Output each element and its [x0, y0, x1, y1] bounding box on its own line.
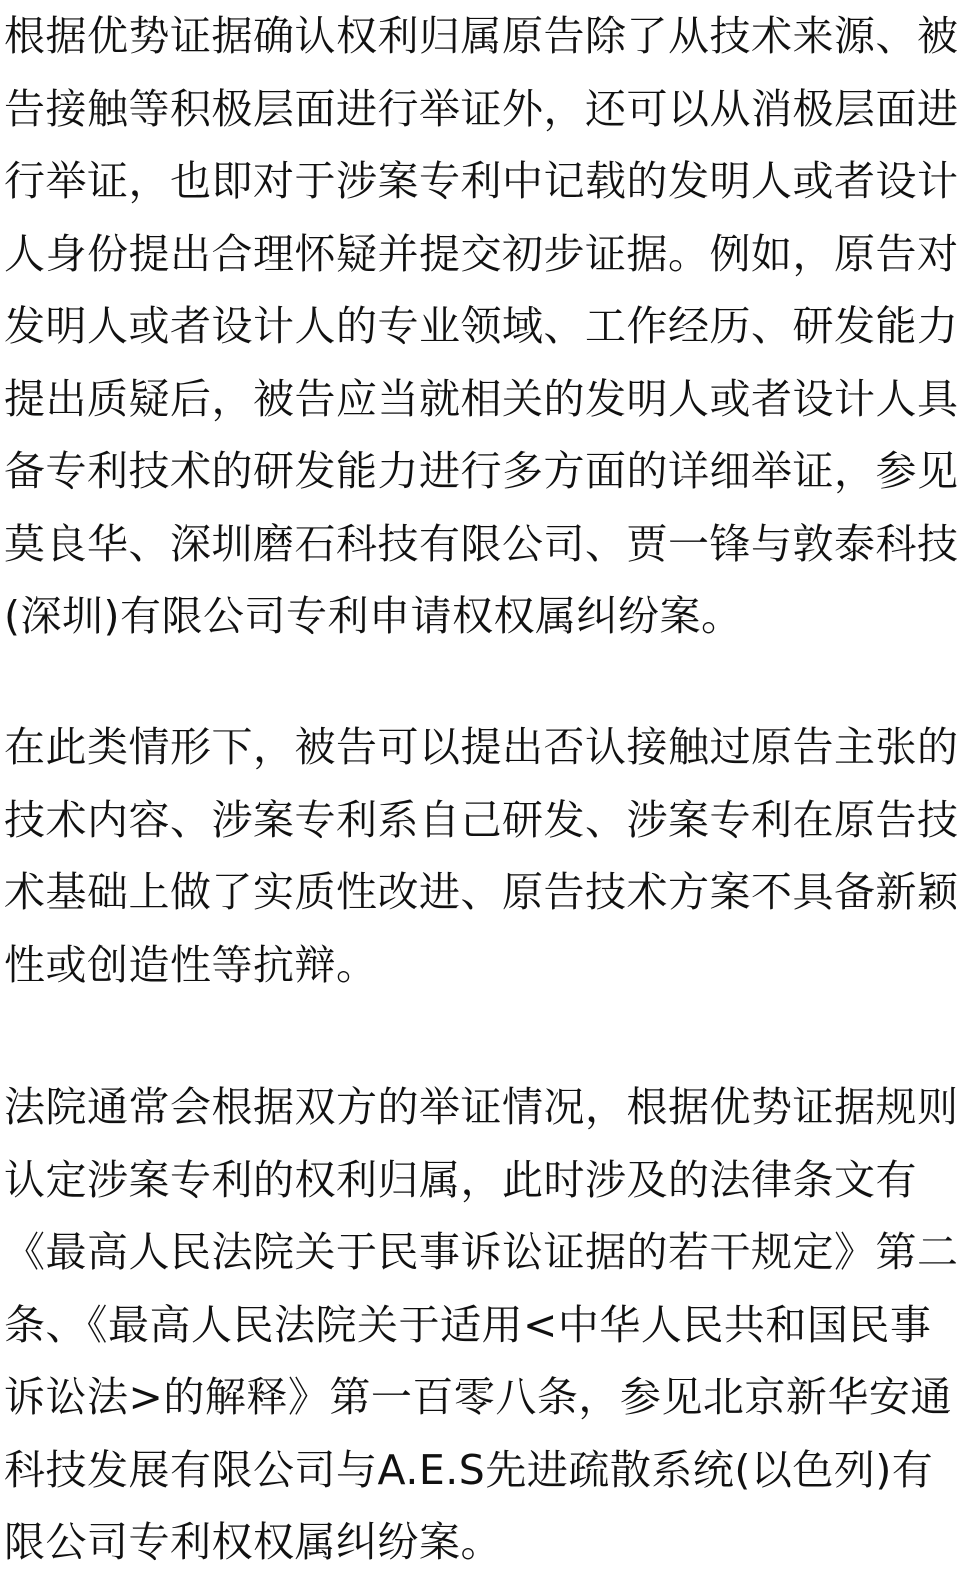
text-line: 根据优势证据确认权利归属原告除了从技术来源、被 — [4, 12, 959, 60]
paragraph-2 — [4, 711, 959, 1001]
text-line: (深圳)有限公司专利申请权权属纠纷案。 — [4, 592, 743, 640]
paragraph-1 — [4, 0, 959, 653]
text-line: 技术内容、涉案专利系自己研发、涉案专利在原告技 — [4, 795, 959, 844]
text-line: 诉讼法>的解释》第一百零八条，参见北京新华安通 — [4, 1373, 952, 1421]
text-line: 认定涉案专利的权利归属，此时涉及的法律条文有 — [4, 1155, 917, 1204]
text-line: 限公司专利权权属纠纷案。 — [4, 1518, 502, 1566]
text-line: 备专利技术的研发能力进行多方面的详细举证，参见 — [4, 447, 959, 495]
text-line: 《最高人民法院关于民事诉讼证据的若干规定》第二 — [4, 1228, 959, 1276]
text-line: 发明人或者设计人的专业领域、工作经历、研发能力 — [4, 302, 959, 350]
text-line: 在此类情形下，被告可以提出否认接触过原告主张的 — [4, 723, 959, 771]
text-line: 提出质疑后，被告应当就相关的发明人或者设计人具 — [4, 374, 959, 423]
text-line: 人身份提出合理怀疑并提交初步证据。例如，原告对 — [4, 229, 959, 278]
text-line: 科技发展有限公司与A.E.S先进疏散系统(以色列)有 — [4, 1445, 934, 1494]
text-line: 行举证，也即对于涉案专利中记载的发明人或者设计 — [4, 157, 959, 205]
text-line: 告接触等积极层面进行举证外，还可以从消极层面进 — [4, 84, 959, 133]
text-line: 法院通常会根据双方的举证情况，根据优势证据规则 — [4, 1083, 959, 1131]
text-line: 性或创造性等抗辩。 — [4, 940, 378, 989]
text-line: 条、《最高人民法院关于适用<中华人民共和国民事 — [4, 1300, 932, 1349]
paragraph-3 — [4, 1071, 959, 1579]
text-line: 术基础上做了实质性改进、原告技术方案不具备新颖 — [4, 868, 959, 916]
text-line: 莫良华、深圳磨石科技有限公司、贾一锋与敦泰科技 — [4, 519, 959, 568]
